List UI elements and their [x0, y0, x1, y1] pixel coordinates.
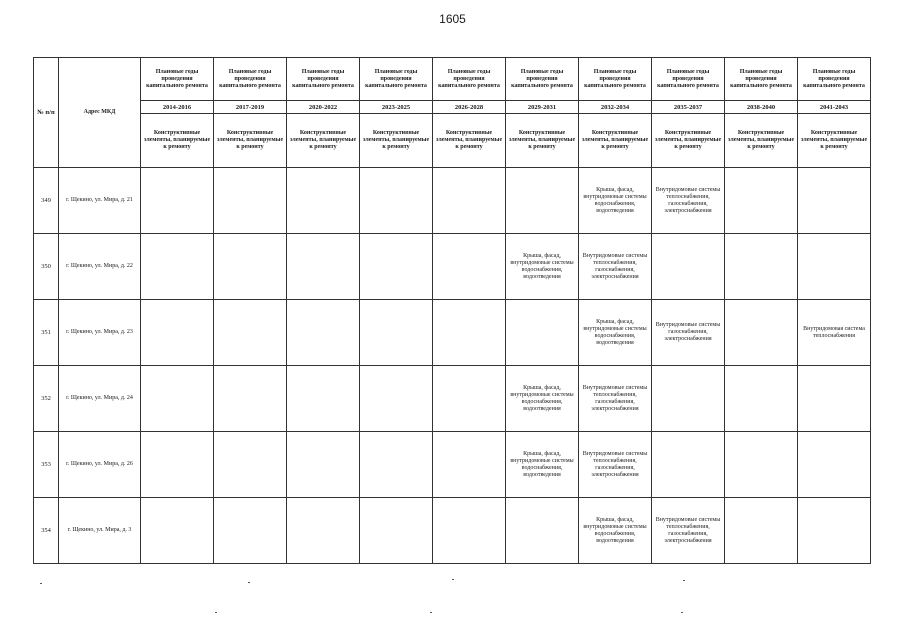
header-row-elements — [34, 114, 871, 168]
row-cell: Внутридомовые системы газоснабжения, электроснабжения — [652, 300, 725, 366]
header-plan: Плановые годы проведения капитального ремонта — [360, 58, 433, 101]
row-number: 349 — [34, 168, 59, 234]
row-cell — [433, 498, 506, 564]
table-row — [34, 234, 871, 300]
header-row-years — [34, 101, 871, 114]
scan-speck — [248, 582, 250, 583]
scan-speck — [215, 612, 217, 613]
row-cell — [433, 432, 506, 498]
row-cell: Крыша, фасад, внутридомовые системы водоснабжения, водоотведения — [506, 432, 579, 498]
header-elements: Конструктивные элементы, планируемые к ремонту — [360, 114, 433, 168]
row-cell — [141, 366, 214, 432]
header-row-plan — [34, 58, 871, 101]
header-year: 2035-2037 — [652, 101, 725, 114]
row-address: г. Щекино, ул. Мира, д. 24 — [59, 366, 141, 432]
row-address: г. Щекино, ул. Мира, д. 22 — [59, 234, 141, 300]
row-cell — [725, 168, 798, 234]
row-cell — [652, 234, 725, 300]
header-elements: Конструктивные элементы, планируемые к ремонту — [652, 114, 725, 168]
header-year: 2014-2016 — [141, 101, 214, 114]
row-address: г. Щекино, ул. Мира, д. 23 — [59, 300, 141, 366]
row-cell — [360, 366, 433, 432]
row-cell — [725, 366, 798, 432]
row-number: 352 — [34, 366, 59, 432]
header-year: 2041-2043 — [798, 101, 871, 114]
header-year: 2023-2025 — [360, 101, 433, 114]
row-cell — [287, 234, 360, 300]
row-cell — [214, 168, 287, 234]
row-cell — [141, 498, 214, 564]
row-cell: Крыша, фасад, внутридомовые системы водоснабжения, водоотведения — [506, 366, 579, 432]
header-plan: Плановые годы проведения капитального ремонта — [287, 58, 360, 101]
header-elements: Конструктивные элементы, планируемые к ремонту — [287, 114, 360, 168]
header-year: 2020-2022 — [287, 101, 360, 114]
header-plan: Плановые годы проведения капитального ремонта — [433, 58, 506, 101]
row-cell — [725, 432, 798, 498]
header-elements: Конструктивные элементы, планируемые к ремонту — [141, 114, 214, 168]
row-cell: Внутридомовая система теплоснабжения — [798, 300, 871, 366]
header-year: 2029-2031 — [506, 101, 579, 114]
row-cell — [433, 366, 506, 432]
row-cell: Крыша, фасад, внутридомовые системы водоснабжения, водоотведения — [506, 234, 579, 300]
row-cell — [214, 498, 287, 564]
header-elements: Конструктивные элементы, планируемые к ремонту — [798, 114, 871, 168]
page-number: 1605 — [439, 12, 466, 26]
row-cell — [214, 234, 287, 300]
row-cell — [287, 432, 360, 498]
row-cell — [360, 168, 433, 234]
header-year: 2038-2040 — [725, 101, 798, 114]
row-cell — [141, 234, 214, 300]
row-cell — [798, 234, 871, 300]
row-cell — [652, 366, 725, 432]
header-year: 2032-2034 — [579, 101, 652, 114]
row-number: 353 — [34, 432, 59, 498]
header-plan: Плановые годы проведения капитального ремонта — [579, 58, 652, 101]
row-number: 351 — [34, 300, 59, 366]
row-cell — [798, 432, 871, 498]
repair-schedule-table — [33, 57, 871, 564]
row-cell — [725, 300, 798, 366]
header-address: Адрес МКД — [59, 58, 141, 168]
header-plan: Плановые годы проведения капитального ремонта — [506, 58, 579, 101]
scan-speck — [40, 583, 42, 584]
row-cell — [652, 432, 725, 498]
header-plan: Плановые годы проведения капитального ремонта — [652, 58, 725, 101]
row-cell — [214, 432, 287, 498]
row-cell — [360, 498, 433, 564]
row-cell — [360, 234, 433, 300]
header-elements: Конструктивные элементы, планируемые к ремонту — [214, 114, 287, 168]
row-cell: Внутридомовые системы теплоснабжения, газоснабжения, электроснабжения — [652, 498, 725, 564]
header-plan: Плановые годы проведения капитального ремонта — [798, 58, 871, 101]
header-plan: Плановые годы проведения капитального ремонта — [725, 58, 798, 101]
row-cell: Внутридомовые системы теплоснабжения, газоснабжения, электроснабжения — [579, 234, 652, 300]
row-cell — [214, 300, 287, 366]
row-cell — [287, 300, 360, 366]
row-cell — [287, 498, 360, 564]
header-elements: Конструктивные элементы, планируемые к ремонту — [433, 114, 506, 168]
row-cell — [506, 168, 579, 234]
row-cell — [214, 366, 287, 432]
row-cell — [141, 300, 214, 366]
row-cell: Внутридомовые системы теплоснабжения, газоснабжения, электроснабжения — [652, 168, 725, 234]
row-cell — [725, 498, 798, 564]
row-cell — [287, 168, 360, 234]
table-row — [34, 300, 871, 366]
row-cell — [360, 432, 433, 498]
row-cell — [725, 234, 798, 300]
row-cell — [798, 498, 871, 564]
scan-speck — [430, 612, 432, 613]
header-year: 2026-2028 — [433, 101, 506, 114]
header-num: № п/п — [34, 58, 59, 168]
table-row — [34, 168, 871, 234]
scan-speck — [683, 580, 685, 581]
header-elements: Конструктивные элементы, планируемые к ремонту — [725, 114, 798, 168]
table-row — [34, 366, 871, 432]
row-cell: Внутридомовые системы теплоснабжения, газоснабжения, электроснабжения — [579, 366, 652, 432]
row-cell — [433, 234, 506, 300]
row-cell — [433, 168, 506, 234]
row-cell — [433, 300, 506, 366]
row-address: г. Щекино, ул. Мира, д. 3 — [59, 498, 141, 564]
row-cell — [141, 432, 214, 498]
row-number: 350 — [34, 234, 59, 300]
row-cell — [506, 300, 579, 366]
scan-speck — [452, 579, 454, 580]
table-row — [34, 432, 871, 498]
row-cell — [798, 168, 871, 234]
header-elements: Конструктивные элементы, планируемые к ремонту — [506, 114, 579, 168]
row-address: г. Щекино, ул. Мира, д. 26 — [59, 432, 141, 498]
header-elements: Конструктивные элементы, планируемые к ремонту — [579, 114, 652, 168]
row-cell — [506, 498, 579, 564]
header-plan: Плановые годы проведения капитального ремонта — [214, 58, 287, 101]
table-row — [34, 498, 871, 564]
row-cell — [141, 168, 214, 234]
row-number: 354 — [34, 498, 59, 564]
row-cell — [287, 366, 360, 432]
row-cell: Крыша, фасад, внутридомовые системы водоснабжения, водоотведения — [579, 300, 652, 366]
row-cell: Внутридомовые системы теплоснабжения, газоснабжения, электроснабжения — [579, 432, 652, 498]
row-address: г. Щекино, ул. Мира, д. 21 — [59, 168, 141, 234]
row-cell — [360, 300, 433, 366]
row-cell: Крыша, фасад, внутридомовые системы водоснабжения, водоотведения — [579, 498, 652, 564]
scan-speck — [681, 612, 683, 613]
header-year: 2017-2019 — [214, 101, 287, 114]
row-cell — [798, 366, 871, 432]
row-cell: Крыша, фасад, внутридомовые системы водоснабжения, водоотведения — [579, 168, 652, 234]
header-plan: Плановые годы проведения капитального ремонта — [141, 58, 214, 101]
